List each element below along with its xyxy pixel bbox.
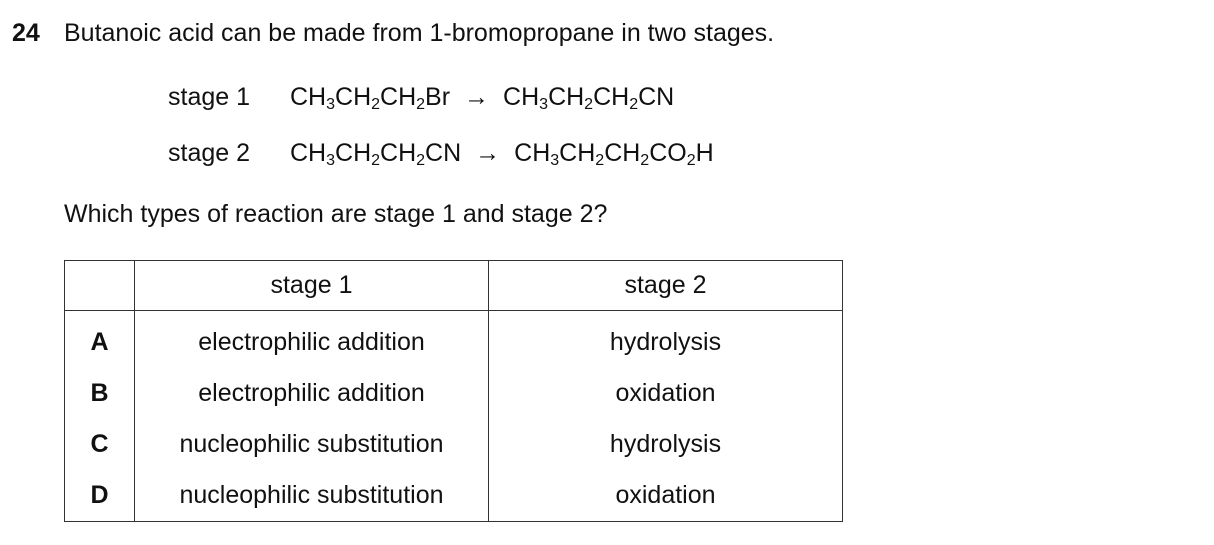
table-header-row — [65, 261, 843, 311]
option-letter: C — [65, 419, 135, 470]
table-row — [65, 368, 843, 419]
formula-subscript: 2 — [416, 96, 426, 113]
question-number: 24 — [12, 19, 40, 47]
question-prompt: Which types of reaction are stage 1 and stage 2? — [64, 200, 608, 228]
formula-subscript: 2 — [584, 96, 594, 113]
stage-2-label: stage 2 — [168, 139, 251, 167]
formula-subscript: 2 — [640, 152, 650, 169]
formula-subscript: 2 — [629, 96, 639, 113]
stage-1-label: stage 1 — [168, 83, 251, 111]
header-stage-2: stage 2 — [489, 261, 843, 311]
stage-1-reactant: $CH_3CH_2CH_2Br$ — [290, 83, 451, 113]
option-letter: B — [65, 368, 135, 419]
stage-2-product: $CH_3CH_2CH_2CO_2H$ — [514, 139, 714, 169]
option-stage-1: nucleophilic substitution — [135, 419, 489, 470]
option-stage-2: oxidation — [489, 470, 843, 522]
question-text: Butanoic acid can be made from 1-bromopropane in two stages. — [64, 19, 775, 47]
option-stage-1: electrophilic addition — [135, 368, 489, 419]
table-row — [65, 419, 843, 470]
stage-1-arrow: → — [464, 83, 490, 111]
option-letter: D — [65, 470, 135, 522]
option-stage-2: hydrolysis — [489, 419, 843, 470]
option-stage-2: hydrolysis — [489, 311, 843, 369]
option-stage-1: nucleophilic substitution — [135, 470, 489, 522]
stage-1-equation — [168, 82, 674, 112]
formula-subscript: 2 — [416, 152, 426, 169]
formula-subscript: 3 — [539, 96, 549, 113]
table-row — [65, 470, 843, 522]
stage-2-equation — [168, 138, 714, 168]
header-letter-cell — [65, 261, 135, 311]
table-row — [65, 311, 843, 369]
formula-subscript: 3 — [550, 152, 560, 169]
stage-2-arrow: → — [475, 139, 501, 167]
options-table — [64, 260, 843, 522]
formula-subscript: 2 — [686, 152, 696, 169]
formula-subscript: 2 — [595, 152, 605, 169]
option-stage-2: oxidation — [489, 368, 843, 419]
stage-1-product: $CH_3CH_2CH_2CN$ — [503, 83, 675, 113]
stage-2-reactant: $CH_3CH_2CH_2CN$ — [290, 139, 462, 169]
formula-subscript: 2 — [371, 96, 381, 113]
header-stage-1: stage 1 — [135, 261, 489, 311]
formula-subscript: 2 — [371, 152, 381, 169]
formula-subscript: 3 — [326, 96, 336, 113]
option-letter: A — [65, 311, 135, 369]
formula-subscript: 3 — [326, 152, 336, 169]
option-stage-1: electrophilic addition — [135, 311, 489, 369]
